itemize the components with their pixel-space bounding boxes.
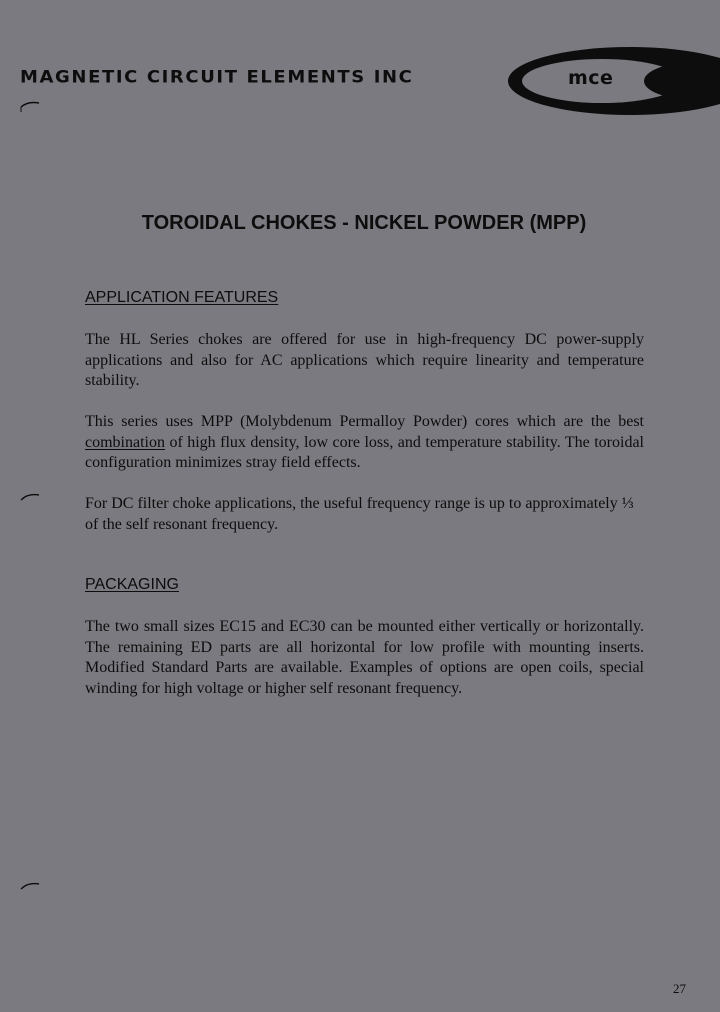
application-paragraph-2 <box>85 412 644 474</box>
logo-text: mce <box>568 67 614 89</box>
paragraph-2-lead: This series uses MPP (Molybdenum Permalloy Powder) cores which are the best <box>85 413 644 430</box>
page-title: TOROIDAL CHOKES - NICKEL POWDER (MPP) <box>141 212 587 234</box>
application-paragraph-3: For DC filter choke applications, the useful frequency range is up to approximately ⅓ of the self resonant frequency. <box>85 495 634 533</box>
paragraph-2-rest: of high flux density, low core loss, and temperature stability. The toroidal configuration minimizes stray field effects. <box>85 433 645 471</box>
application-paragraph-1: The HL Series chokes are offered for use in high-frequency DC power-supply applications and also for AC applications which require linearity and temperature stability. <box>85 331 644 389</box>
binder-hole-mark <box>20 492 42 504</box>
application-features-heading: APPLICATION FEATURES <box>85 289 279 306</box>
packaging-heading: PACKAGING <box>85 576 179 593</box>
paragraph-2-underlined-word: combination <box>85 433 165 451</box>
binder-hole-mark <box>20 881 42 893</box>
company-name: MAGNETIC CIRCUIT ELEMENTS INC <box>20 67 414 88</box>
binder-hole-mark <box>20 100 42 112</box>
packaging-paragraph: The two small sizes EC15 and EC30 can be mounted either vertically or horizontally. The remaining ED parts are all horizontal for low profile with mounting inserts. Modified Standard Parts are available. Examples of options are open coils, special winding for high voltage or higher self resonant frequency. <box>85 618 644 697</box>
page-number: 27 <box>673 981 686 996</box>
